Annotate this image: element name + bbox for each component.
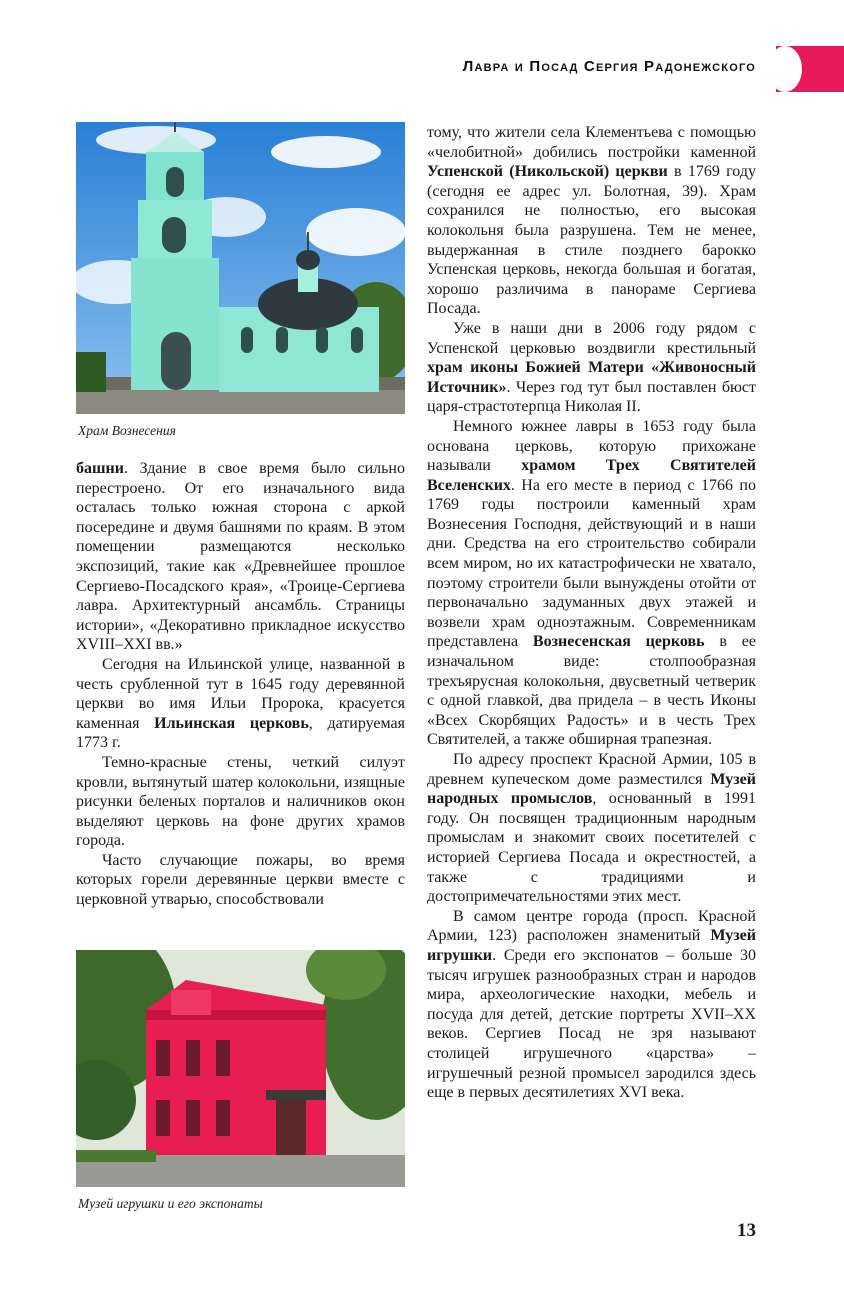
museum-photo (76, 950, 405, 1187)
church-photo (76, 122, 405, 414)
paragraph: Темно-красные стены, четкий силуэт кровли, вытянутый шатер колокольни, изящные рисунки беленых порталов и наличников окон выделяют церковь на фоне других храмов города. (76, 753, 405, 850)
paragraph: башни. Здание в свое время было сильно перестроено. От его изначального вида осталась только южная сторона с аркой посередине и двумя башнями по краям. В этом помещении размещаются несколько экспозиций, такие как «Древнейшее прошлое Сергиево-Посадского края», «Троице-Сергиева лавра. Архитектурный ансамбль. Страницы истории», «Декоративно прикладное искусство XVIII–XXI вв.» (76, 460, 405, 654)
paragraph: По адресу проспект Красной Армии, 105 в древнем купеческом доме разместился Музей народных промыслов, основанный в 1991 году. Он посвящен традиционным народным промыслам и знакомит своих посетителей с историей Сергиева Посада и окрестностей, а также с традициями и достопримечательностями этих мест. (427, 751, 757, 906)
section-tab-marker (758, 46, 844, 92)
right-column (427, 123, 756, 1103)
paragraph: Уже в наши дни в 2006 году рядом с Успенской церковью воздвигли крестильный храм иконы Божией Матери «Живоносный Источник». Через год тут был поставлен бюст царя-страстотерпца Николая II. (427, 319, 756, 416)
paragraph: Немного южнее лавры в 1653 году была основана церковь, которую прихожане называли храмом Трех Святителей Вселенских. На его месте в период с 1766 по 1769 годы построили каменный храм Вознесения Господня, действующий и в наши дни. Средства на его строительство собирали всем миром, но их катастрофически не хватало, поэтому строители были вынуждены отойти от первоначально задуманных двух этажей и возвели храм одноэтажным. Современникам представлена Вознесенская церковь в ее изначальном виде: столпообразная трехъярусная колокольня, двусветный четверик с одной главкой, два придела – в честь Иконы «Всех Скорбящих Радость» и в честь Трех Святителей, а также обширная трапезная. (427, 417, 756, 749)
paragraph: В самом центре города (просп. Красной Армии, 123) расположен знаменитый Музей игрушки. Среди его экспонатов – больше 30 тысяч игрушек разнообразных стран и народов мира, археологические находки, мебель и посуда для детей, детские портреты XVII–XX веков. Сергиев Посад не зря называют столицей игрушечного «царства» – игрушечный резной промысел зародился здесь еще в первых десятилетиях XVI века. (427, 907, 756, 1102)
paragraph: Сегодня на Ильинской улице, названной в честь срубленной тут в 1645 году деревянной церкви во имя Ильи Пророка, красуется каменная Ильинская церковь, датируемая 1773 г. (76, 655, 405, 752)
running-header: Лавра и Посад Сергия Радонежского (462, 58, 756, 75)
paragraph: тому, что жители села Клементьева с помощью «челобитной» добились постройки каменной Успенской (Никольской) церкви в 1769 году (сегодня ее адрес ул. Болотная, 39). Храм сохранился не полностью, его высокая колокольня была разрушена. Тем не менее, выдержанная в стиле позднего барокко Успенская церковь, некогда большая и богатая, хорошо различима в панораме Сергиева Посада. (427, 124, 756, 318)
left-column (76, 459, 405, 910)
paragraph: Часто случающие пожары, во время которых горели деревянные церкви вместе с церковной утварью, способствовали (76, 851, 405, 909)
photo-caption-bottom: Музей игрушки и его экспонаты (78, 1196, 263, 1211)
photo-caption-top: Храм Вознесения (78, 423, 176, 438)
page-number: 13 (737, 1220, 756, 1241)
